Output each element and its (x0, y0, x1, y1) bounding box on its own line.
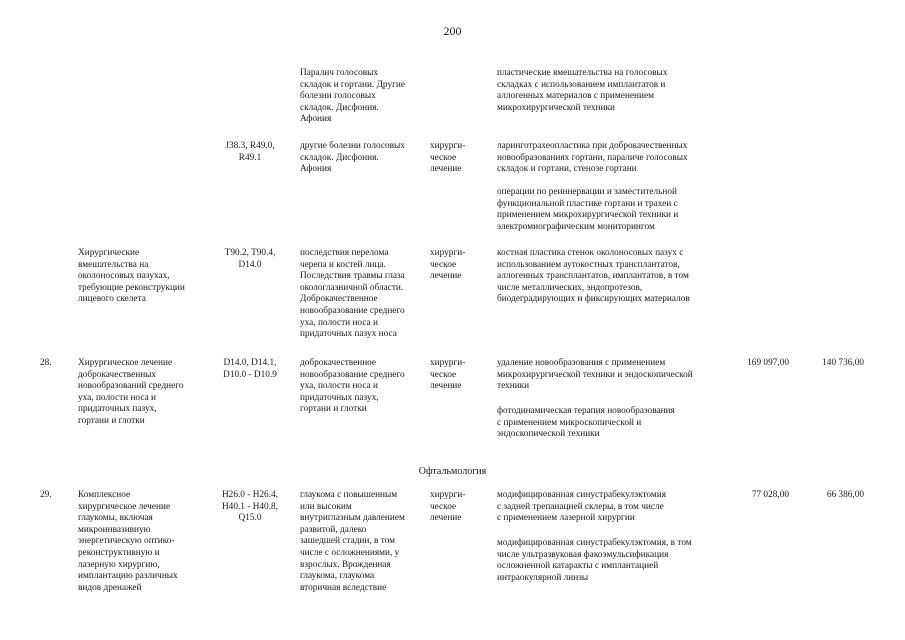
diagnosis-cell: доброкачественное новообразование среднего уха, полости носа и придаточных пазух, гортани и глотки (300, 358, 405, 415)
price-cell: 169 097,00 (747, 358, 789, 368)
section-heading: Офтальмология (418, 466, 487, 477)
codes-cell: D14.0, D14.1, D10.0 - D10.9 (223, 358, 277, 380)
method-cell: костная пластика стенок околоносовых пазух с использованием аутокостных трансплантатов, аллогенных трансплантатов, имплантатов, в том числе металлических, эндопротезов, биодеградирующих и фиксирующих материалов (497, 248, 690, 305)
codes-cell: H26.0 - H26.4, H40.1 - H40.8, Q15.0 (221, 490, 279, 524)
row-number: 28. (40, 358, 52, 368)
price-cell: 66 386,00 (826, 490, 864, 500)
page-number: 200 (443, 24, 462, 38)
method-cell: модифицированная синустрабекулэктомия, в том числе ультразвуковая факоэмульсификация осложненной катаракты с имплантацией интраокулярной линзы (497, 538, 692, 583)
method-cell: удаление новообразования с применением микрохирургической техники и эндоскопической техники (497, 358, 693, 392)
treatment-type-cell: хирурги- ческое лечение (430, 358, 466, 392)
group-cell: Хирургические вмешательства на околоносовых пазухах, требующие реконструкции лицевого скелета (78, 248, 185, 305)
method-cell: модифицированная синустрабекулэктомия с задней трепанацией склеры, в том числе с применением лазерной хирургии (497, 490, 667, 524)
diagnosis-cell: глаукома с повышенным или высоким внутриглазным давлением развитой, далеко зашедшей стадии, в том числе с осложнениями, у взрослых. Врожденная глаукома, глаукома вторичная вследствие (300, 490, 405, 593)
diagnosis-cell: другие болезни голосовых складок. Дисфония. Афония (300, 141, 405, 175)
method-cell: фотодинамическая терапия новообразования с применением микроскопической и эндоскопической техники (497, 406, 675, 440)
group-cell: Хирургическое лечение доброкачественных новообразований среднего уха, полости носа и придаточных пазух, гортани и глотки (78, 358, 184, 426)
codes-cell: J38.3, R49.0, R49.1 (225, 141, 275, 163)
row-number: 29. (40, 490, 52, 500)
price-cell: 77 028,00 (751, 490, 789, 500)
diagnosis-cell: Паралич голосовых складок и гортани. Другие болезни голосовых складок. Дисфония. Афония (300, 68, 406, 125)
diagnosis-cell: последствия перелома черепа и костей лица. Последствия травмы глаза окологлазничной области. Доброкачественное новообразование среднего уха, полости носа и придаточных пазух носа (300, 248, 405, 340)
method-cell: пластические вмешательства на голосовых складках с использованием имплантатов и аллогенных материалов с применением микрохирургической техники (497, 68, 668, 113)
method-cell: операции по реиннервации и заместительной функциональной пластике гортани и трахеи с применением микрохирургической техники и электромиографическим мониторингом (497, 187, 679, 232)
treatment-type-cell: хирурги- ческое лечение (430, 141, 466, 175)
treatment-type-cell: хирурги- ческое лечение (430, 248, 466, 282)
codes-cell: T90.2, T90.4, D14.0 (224, 248, 276, 270)
price-cell: 140 736,00 (822, 358, 864, 368)
group-cell: Комплексное хирургическое лечение глаукомы, включая микроинвазивную энергетическую оптико- реконструктивную и лазерную хирургию, имплантацию различных видов дренажей (78, 490, 178, 593)
method-cell: ларинготрахеопластика при доброкачественных новообразованиях гортани, параличе голосовых складок и гортани, стенозе гортани (497, 141, 688, 175)
treatment-type-cell: хирурги- ческое лечение (430, 490, 466, 524)
